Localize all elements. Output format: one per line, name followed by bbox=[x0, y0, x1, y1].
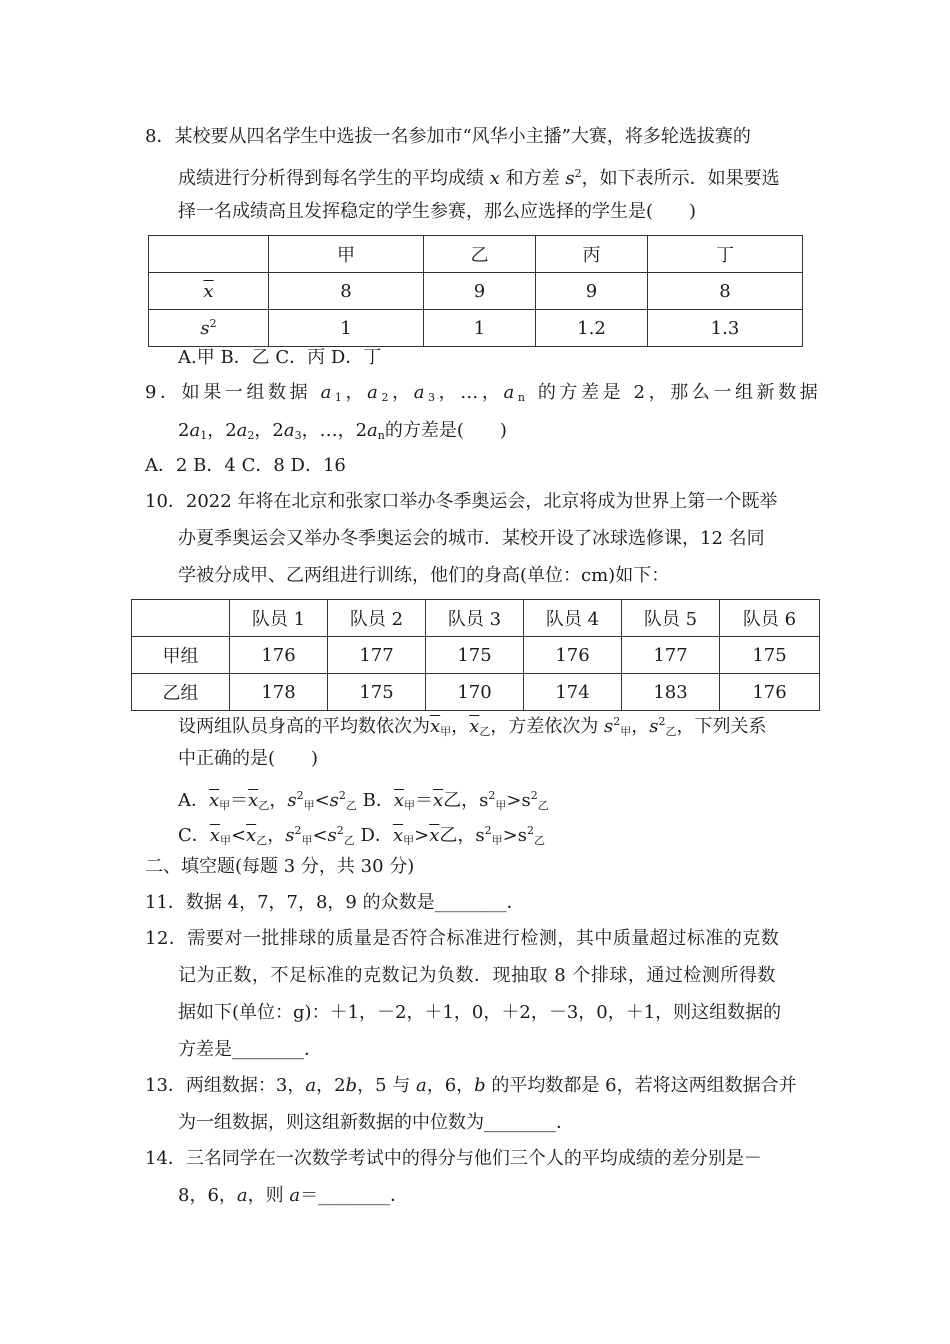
q11-line1: 11．数据 4，7，7，8，9 的众数是________． bbox=[145, 892, 525, 913]
table-row bbox=[149, 273, 803, 310]
q14-line1: 14．三名同学在一次数学考试中的得分与他们三个人的平均成绩的差分别是－ bbox=[145, 1148, 762, 1169]
q10-line2: 办夏季奥运会又举办冬季奥运会的城市．某校开设了冰球选修课，12 名同 bbox=[178, 528, 765, 549]
q9-options: A．2 B．4 C．8 D．16 bbox=[145, 455, 346, 476]
table-cell: 175 bbox=[328, 674, 426, 711]
q12-line3: 据如下(单位：g)：＋1，－2，＋1，0，＋2，－3，0，＋1，则这组数据的 bbox=[178, 1002, 782, 1023]
q8-line3: 择一名成绩高且发挥稳定的学生参赛，那么应选择的学生是( ) bbox=[178, 201, 697, 222]
table-cell: 183 bbox=[622, 674, 720, 711]
header-cell: 乙 bbox=[424, 236, 536, 273]
row-label: 甲组 bbox=[132, 637, 230, 674]
header-cell: 队员 2 bbox=[328, 600, 426, 637]
header-cell: 丙 bbox=[536, 236, 648, 273]
q10-after-line1: 设两组队员身高的平均数依次为$\overline{x}_甲$，$\overline{x}_乙$，方差依次为 $s^2_甲$，$s^2_乙$，下列关系 bbox=[178, 715, 767, 738]
q12-line2: 记为正数，不足标准的克数记为负数．现抽取 8 个排球，通过检测所得数 bbox=[178, 965, 776, 986]
q10-options-ab: A．$\overline{x}_甲=\overline{x}_乙$，$s^2_甲<s^2_乙$ B．$\overline{x}_甲=\overline{x}$乙，$s^2_甲>s^2_乙$ bbox=[178, 789, 549, 812]
q10-after-line2: 中正确的是( ) bbox=[178, 748, 319, 769]
header-cell: 队员 3 bbox=[426, 600, 524, 637]
q8-line2: 成绩进行分析得到每名学生的平均成绩 x 和方差 $s^2$，如下表所示．如果要选 bbox=[178, 167, 780, 189]
row-label: 乙组 bbox=[132, 674, 230, 711]
table-cell: 176 bbox=[230, 637, 328, 674]
header-cell: 队员 4 bbox=[524, 600, 622, 637]
section-title: 二、填空题(每题 3 分，共 30 分) bbox=[145, 856, 415, 877]
q13-line1: 13．两组数据：3，a，2b，5 与 a，6，b 的平均数都是 6，若将这两组数据合并 bbox=[145, 1075, 797, 1096]
table-cell: 9 bbox=[424, 273, 536, 310]
table-cell: 1 bbox=[269, 310, 424, 347]
table-cell: 1.3 bbox=[648, 310, 803, 347]
table-cell: 178 bbox=[230, 674, 328, 711]
q12-line1: 12．需要对一批排球的质量是否符合标准进行检测，其中质量超过标准的克数 bbox=[145, 928, 780, 949]
row-label-mean: $\overline{x}$ bbox=[149, 273, 269, 310]
q8-table bbox=[148, 235, 803, 347]
table-cell: 175 bbox=[720, 637, 820, 674]
q10-line3: 学被分成甲、乙两组进行训练，他们的身高(单位：cm)如下： bbox=[178, 565, 670, 586]
table-cell: 176 bbox=[524, 637, 622, 674]
q9-line2: $2a_1$，$2a_2$，$2a_3$，…，$2a_n$的方差是( ) bbox=[178, 420, 507, 442]
table-cell: 177 bbox=[328, 637, 426, 674]
table-row bbox=[132, 600, 820, 637]
table-cell: 170 bbox=[426, 674, 524, 711]
table-cell: 177 bbox=[622, 637, 720, 674]
q10-options-cd: C．$\overline{x}_甲<\overline{x}_乙$，$s^2_甲<s^2_乙$ D．$\overline{x}_甲>\overline{x}$乙，$s^2_甲>s^2_乙$ bbox=[178, 824, 545, 847]
q10-line1: 10．2022 年将在北京和张家口举办冬季奥运会，北京将成为世界上第一个既举 bbox=[145, 491, 778, 512]
header-cell: 甲 bbox=[269, 236, 424, 273]
q10-table bbox=[131, 599, 820, 711]
table-row bbox=[149, 236, 803, 273]
table-row bbox=[132, 637, 820, 674]
table-cell: 174 bbox=[524, 674, 622, 711]
table-cell: 8 bbox=[269, 273, 424, 310]
q12-line4: 方差是________． bbox=[178, 1039, 322, 1060]
table-cell: 9 bbox=[536, 273, 648, 310]
header-cell: 丁 bbox=[648, 236, 803, 273]
header-cell: 队员 5 bbox=[622, 600, 720, 637]
table-cell: 176 bbox=[720, 674, 820, 711]
header-cell: 队员 1 bbox=[230, 600, 328, 637]
header-cell: 队员 6 bbox=[720, 600, 820, 637]
q8-options: A.甲 B．乙 C．丙 D．丁 bbox=[178, 347, 382, 368]
table-cell: 8 bbox=[648, 273, 803, 310]
q9-line1: 9．如果一组数据 $a_1$，$a_2$，$a_3$，…，$a_n$ 的方差是 2，那么一组新数据 bbox=[145, 382, 822, 404]
q13-line2: 为一组数据，则这组新数据的中位数为________． bbox=[178, 1112, 574, 1133]
q8-line1: 8．某校要从四名学生中选拔一名参加市“风华小主播”大赛，将多轮选拔赛的 bbox=[145, 126, 751, 147]
table-cell: 1 bbox=[424, 310, 536, 347]
q14-line2: 8，6，a，则 a＝________． bbox=[178, 1185, 409, 1206]
table-cell: 175 bbox=[426, 637, 524, 674]
table-row bbox=[149, 310, 803, 347]
table-cell: 1.2 bbox=[536, 310, 648, 347]
table-row bbox=[132, 674, 820, 711]
row-label-variance: $s^2$ bbox=[149, 310, 269, 347]
